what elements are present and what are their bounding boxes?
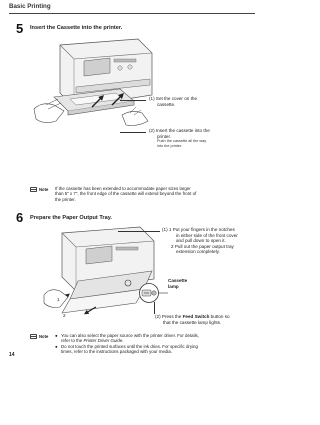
step-5-note-text: If the cassette has been extended to accommodate paper sizes larger than 5" x 7", the front edge of the cassette will extend beyond the front of the printer. <box>55 186 197 202</box>
note-bullet-2: Do not touch the printed surfaces until the ink dries. For specific drying times, refer to the instructions packaged with your media. <box>61 344 198 355</box>
callout-leader-line <box>120 100 146 101</box>
callout-leader-line <box>120 132 146 133</box>
page-number: 14 <box>9 352 15 358</box>
note-label: Note <box>39 334 49 339</box>
feed-switch-zoom <box>138 282 168 304</box>
illustration-label-2: 2 <box>63 313 66 318</box>
step-6-callout-2: (2) Press the Feed Switch button so that the cassette lamp lights. <box>155 314 230 325</box>
bullet: ● <box>55 344 58 349</box>
step-6-number: 6 <box>16 210 24 225</box>
step-5-callout-1: (1) Set the cover on the cassette. <box>149 96 198 107</box>
step-6-title: Prepare the Paper Output Tray. <box>30 215 112 221</box>
page-header: Basic Printing <box>9 3 51 10</box>
note-bullet-1: You can also select the paper source with the printer driver. For details, refer to the Printer Driver Guide. <box>61 333 199 344</box>
step-5-title: Insert the Cassette into the printer. <box>30 25 123 31</box>
bullet: ● <box>55 333 58 338</box>
note-icon <box>30 187 37 192</box>
illustration-label-1: 1 <box>57 297 60 302</box>
header-rule <box>9 13 255 14</box>
printer-cassette-illustration <box>30 35 158 130</box>
note-label: Note <box>39 187 49 192</box>
callout-leader-line <box>154 302 155 314</box>
note-icon <box>30 334 37 339</box>
cassette-lamp-label: Cassette lamp <box>168 278 188 289</box>
step-6-callout-1: (1) 1 Put your fingers in the notches in either side of the front cover and pull down to open it. 2 Pull out the paper output tray extension completely. <box>162 227 238 255</box>
callout-leader-line <box>118 231 160 232</box>
step-5-callout-2: (2) Insert the cassette into the printer. Push the cassette all the way into the printer. <box>149 128 210 148</box>
step-5-number: 5 <box>16 21 24 36</box>
